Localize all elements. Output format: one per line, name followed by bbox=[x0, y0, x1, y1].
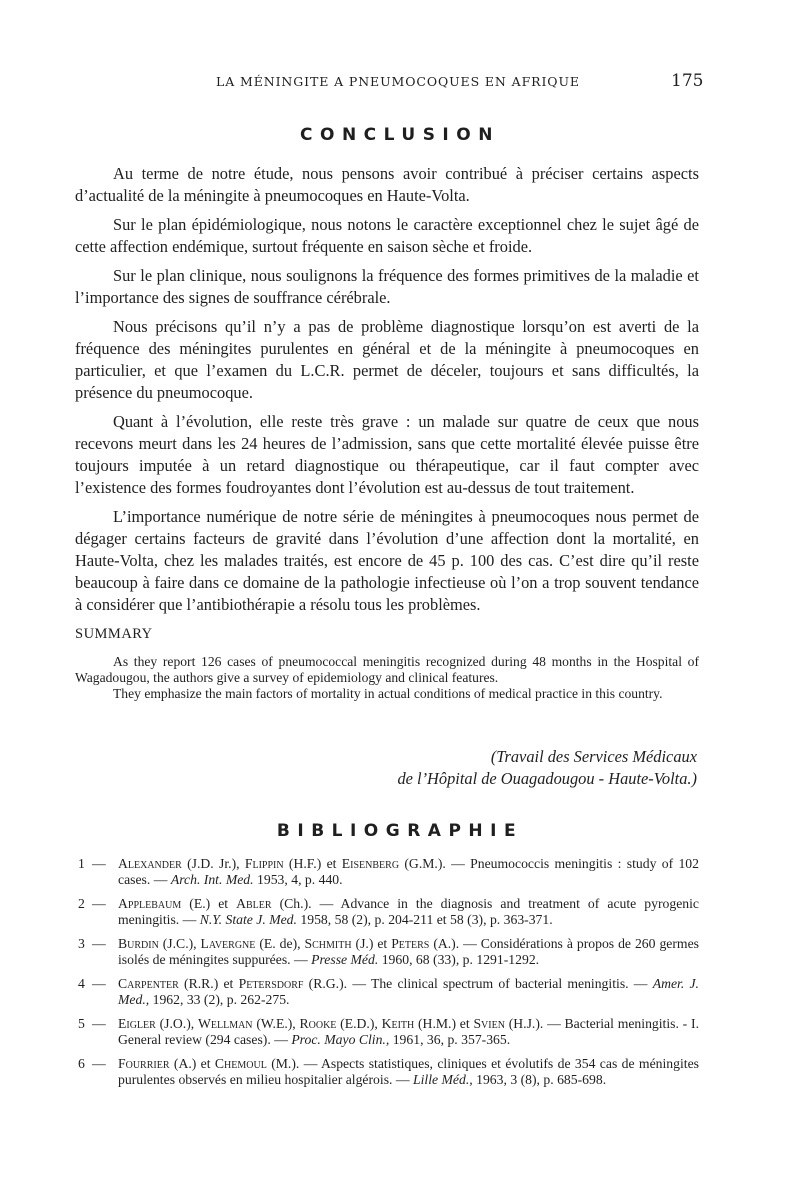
entry-dash: — bbox=[92, 856, 106, 871]
author-name: Wellman bbox=[197, 1016, 253, 1031]
author-initials: (J.D. Jr.), bbox=[181, 856, 245, 871]
entry-reference: 1953, 4, p. 440. bbox=[253, 872, 343, 887]
author-name: Svien bbox=[473, 1016, 505, 1031]
journal-name: N.Y. State J. Med. bbox=[199, 912, 297, 927]
author-initials: (E.) et bbox=[181, 896, 237, 911]
credit-line: de l’Hôpital de Ouagadougou - Haute-Volta.) bbox=[397, 769, 697, 788]
author-initials: (H.F.) et bbox=[283, 856, 342, 871]
entry-title: — Advance in the diagnosis and treatment of acute pyrogenic meningitis. — bbox=[118, 896, 700, 927]
author-initials: (W.E.), bbox=[252, 1016, 300, 1031]
entry-reference: 1962, 33 (2), p. 262-275. bbox=[149, 992, 290, 1007]
conclusion-paragraph: Sur le plan clinique, nous soulignons la fréquence des formes primitives de la maladie et l’importance des signes de souffrance cérébrale. bbox=[75, 266, 699, 307]
running-title: LA MÉNINGITE A PNEUMOCOQUES EN AFRIQUE bbox=[216, 74, 580, 89]
page-number: 175 bbox=[671, 71, 704, 91]
author-initials: (J.C.), bbox=[158, 936, 201, 951]
author-initials: (G.M.). bbox=[399, 856, 452, 871]
entry-reference: 1961, 36, p. 357-365. bbox=[389, 1032, 511, 1047]
author-initials: (A.). bbox=[429, 936, 464, 951]
conclusion-body bbox=[75, 163, 699, 623]
entry-dash: — bbox=[92, 1016, 106, 1031]
summary-paragraph: As they report 126 cases of pneumococcal meningitis recognized during 48 months in the Hospital of Wagadougou, the authors give a survey of epidemiology and clinical features. bbox=[75, 654, 699, 685]
author-name: Burdin bbox=[118, 936, 159, 951]
entry-number: 5 bbox=[78, 1016, 85, 1031]
journal-name: Presse Méd. bbox=[311, 952, 379, 967]
bibliography-entry bbox=[75, 1016, 699, 1048]
bibliography-list bbox=[75, 856, 699, 1096]
author-initials: (J.O.), bbox=[155, 1016, 198, 1031]
summary-body bbox=[75, 654, 699, 702]
journal-name: Arch. Int. Med. bbox=[170, 872, 254, 887]
entry-title: — Pneumococcis meningitis : study of 102 cases. — bbox=[118, 856, 699, 887]
entry-dash: — bbox=[92, 976, 106, 991]
author-initials: (M.). bbox=[266, 1056, 304, 1071]
bibliography-entry bbox=[75, 1056, 699, 1088]
entry-number: 1 bbox=[78, 856, 85, 871]
conclusion-paragraph: L’importance numérique de notre série de méningites à pneumocoques nous permet de dégager certains facteurs de gravité dans l’évolution d’une affection dont la mortalité, en Haute-Volta, chez les malades traités, est encore de 45 p. 100 des cas. C’est dire qu’il reste beaucoup à faire dans ce domaine de la pathologie infectieuse où l’on a trop souvent tendance à considérer que l’antibiothérapie a résolu tous les problèmes. bbox=[75, 507, 699, 614]
conclusion-heading: CONCLUSION bbox=[300, 125, 500, 145]
author-initials: (A.) et bbox=[169, 1056, 215, 1071]
author-name: Abler bbox=[236, 896, 272, 911]
author-name: Keith bbox=[381, 1016, 415, 1031]
author-name: Carpenter bbox=[118, 976, 179, 991]
journal-name: Proc. Mayo Clin., bbox=[291, 1032, 390, 1047]
author-initials: (E. de), bbox=[255, 936, 305, 951]
journal-name: Amer. J. Med., bbox=[118, 976, 699, 1007]
entry-reference: 1960, 68 (33), p. 1291-1292. bbox=[378, 952, 540, 967]
author-initials: (J.) et bbox=[351, 936, 392, 951]
credit-line: (Travail des Services Médicaux bbox=[490, 747, 697, 766]
author-initials: (H.J.). bbox=[504, 1016, 548, 1031]
bibliography-entry bbox=[75, 976, 699, 1008]
author-initials: (E.D.), bbox=[336, 1016, 382, 1031]
bibliography-entry bbox=[75, 856, 699, 888]
author-name: Rooke bbox=[299, 1016, 337, 1031]
bibliography-entry bbox=[75, 936, 699, 968]
author-name: Eigler bbox=[118, 1016, 156, 1031]
author-name: Chemoul bbox=[214, 1056, 267, 1071]
bibliography-heading: BIBLIOGRAPHIE bbox=[276, 821, 524, 841]
conclusion-paragraph: Nous précisons qu’il n’y a pas de problème diagnostique lorsqu’on est averti de la fréquence des méningites purulentes en général et de la méningite à pneumocoques en particulier, et que l’examen du L.C.R. permet de déceler, toujours et sans difficultés, la présence du pneumocoque. bbox=[75, 317, 699, 402]
author-initials: (R.R.) et bbox=[178, 976, 239, 991]
entry-title: — Aspects statistiques, cliniques et évolutifs de 354 cas de méningites purulentes observés en milieu hospitalier algérois. — bbox=[118, 1056, 699, 1087]
author-initials: (R.G.). bbox=[303, 976, 353, 991]
author-name: Alexander bbox=[118, 856, 182, 871]
author-initials: (Ch.). bbox=[271, 896, 320, 911]
author-name: Flippin bbox=[244, 856, 284, 871]
affiliation-credit bbox=[397, 746, 697, 790]
entry-number: 4 bbox=[78, 976, 85, 991]
entry-reference: 1958, 58 (2), p. 204-211 et 58 (3), p. 363-371. bbox=[296, 912, 553, 927]
conclusion-paragraph: Sur le plan épidémiologique, nous notons le caractère exceptionnel chez le sujet âgé de cette affection endémique, surtout fréquente en saison sèche et froide. bbox=[75, 215, 699, 256]
entry-number: 2 bbox=[78, 896, 85, 911]
author-initials: (H.M.) et bbox=[414, 1016, 474, 1031]
entry-title: — Considérations à propos de 260 germes isolés de méningites suppurées. — bbox=[118, 936, 699, 967]
bibliography-entry bbox=[75, 896, 699, 928]
entry-number: 3 bbox=[78, 936, 85, 951]
author-name: Fourrier bbox=[118, 1056, 170, 1071]
conclusion-paragraph: Au terme de notre étude, nous pensons avoir contribué à préciser certains aspects d’actualité de la méningite à pneumocoques en Haute-Volta. bbox=[75, 164, 699, 205]
author-name: Schmith bbox=[304, 936, 352, 951]
entry-dash: — bbox=[92, 936, 106, 951]
entry-title: — The clinical spectrum of bacterial meningitis. — bbox=[352, 976, 653, 991]
author-name: Applebaum bbox=[118, 896, 182, 911]
entry-number: 6 bbox=[78, 1056, 85, 1071]
author-name: Petersdorf bbox=[238, 976, 304, 991]
author-name: Eisenberg bbox=[341, 856, 400, 871]
author-name: Lavergne bbox=[200, 936, 256, 951]
entry-title: — Bacterial meningitis. - I. General review (294 cases). — bbox=[118, 1016, 699, 1047]
summary-paragraph: They emphasize the main factors of mortality in actual conditions of medical practice in this country. bbox=[113, 686, 663, 701]
entry-dash: — bbox=[92, 896, 106, 911]
entry-reference: 1963, 3 (8), p. 685-698. bbox=[472, 1072, 607, 1087]
running-header bbox=[0, 72, 800, 92]
conclusion-paragraph: Quant à l’évolution, elle reste très grave : un malade sur quatre de ceux que nous recevons meurt dans les 24 heures de l’admission, sans que cette mortalité élevée puisse être toujours imputée à un retard diagnostique ou thérapeutique, car il faut compter avec l’existence des formes foudroyantes dont l’évolution est au-dessus de tout traitement. bbox=[75, 412, 699, 497]
summary-heading: SUMMARY bbox=[75, 626, 153, 642]
entry-dash: — bbox=[92, 1056, 106, 1071]
author-name: Peters bbox=[391, 936, 430, 951]
journal-name: Lille Méd., bbox=[412, 1072, 473, 1087]
